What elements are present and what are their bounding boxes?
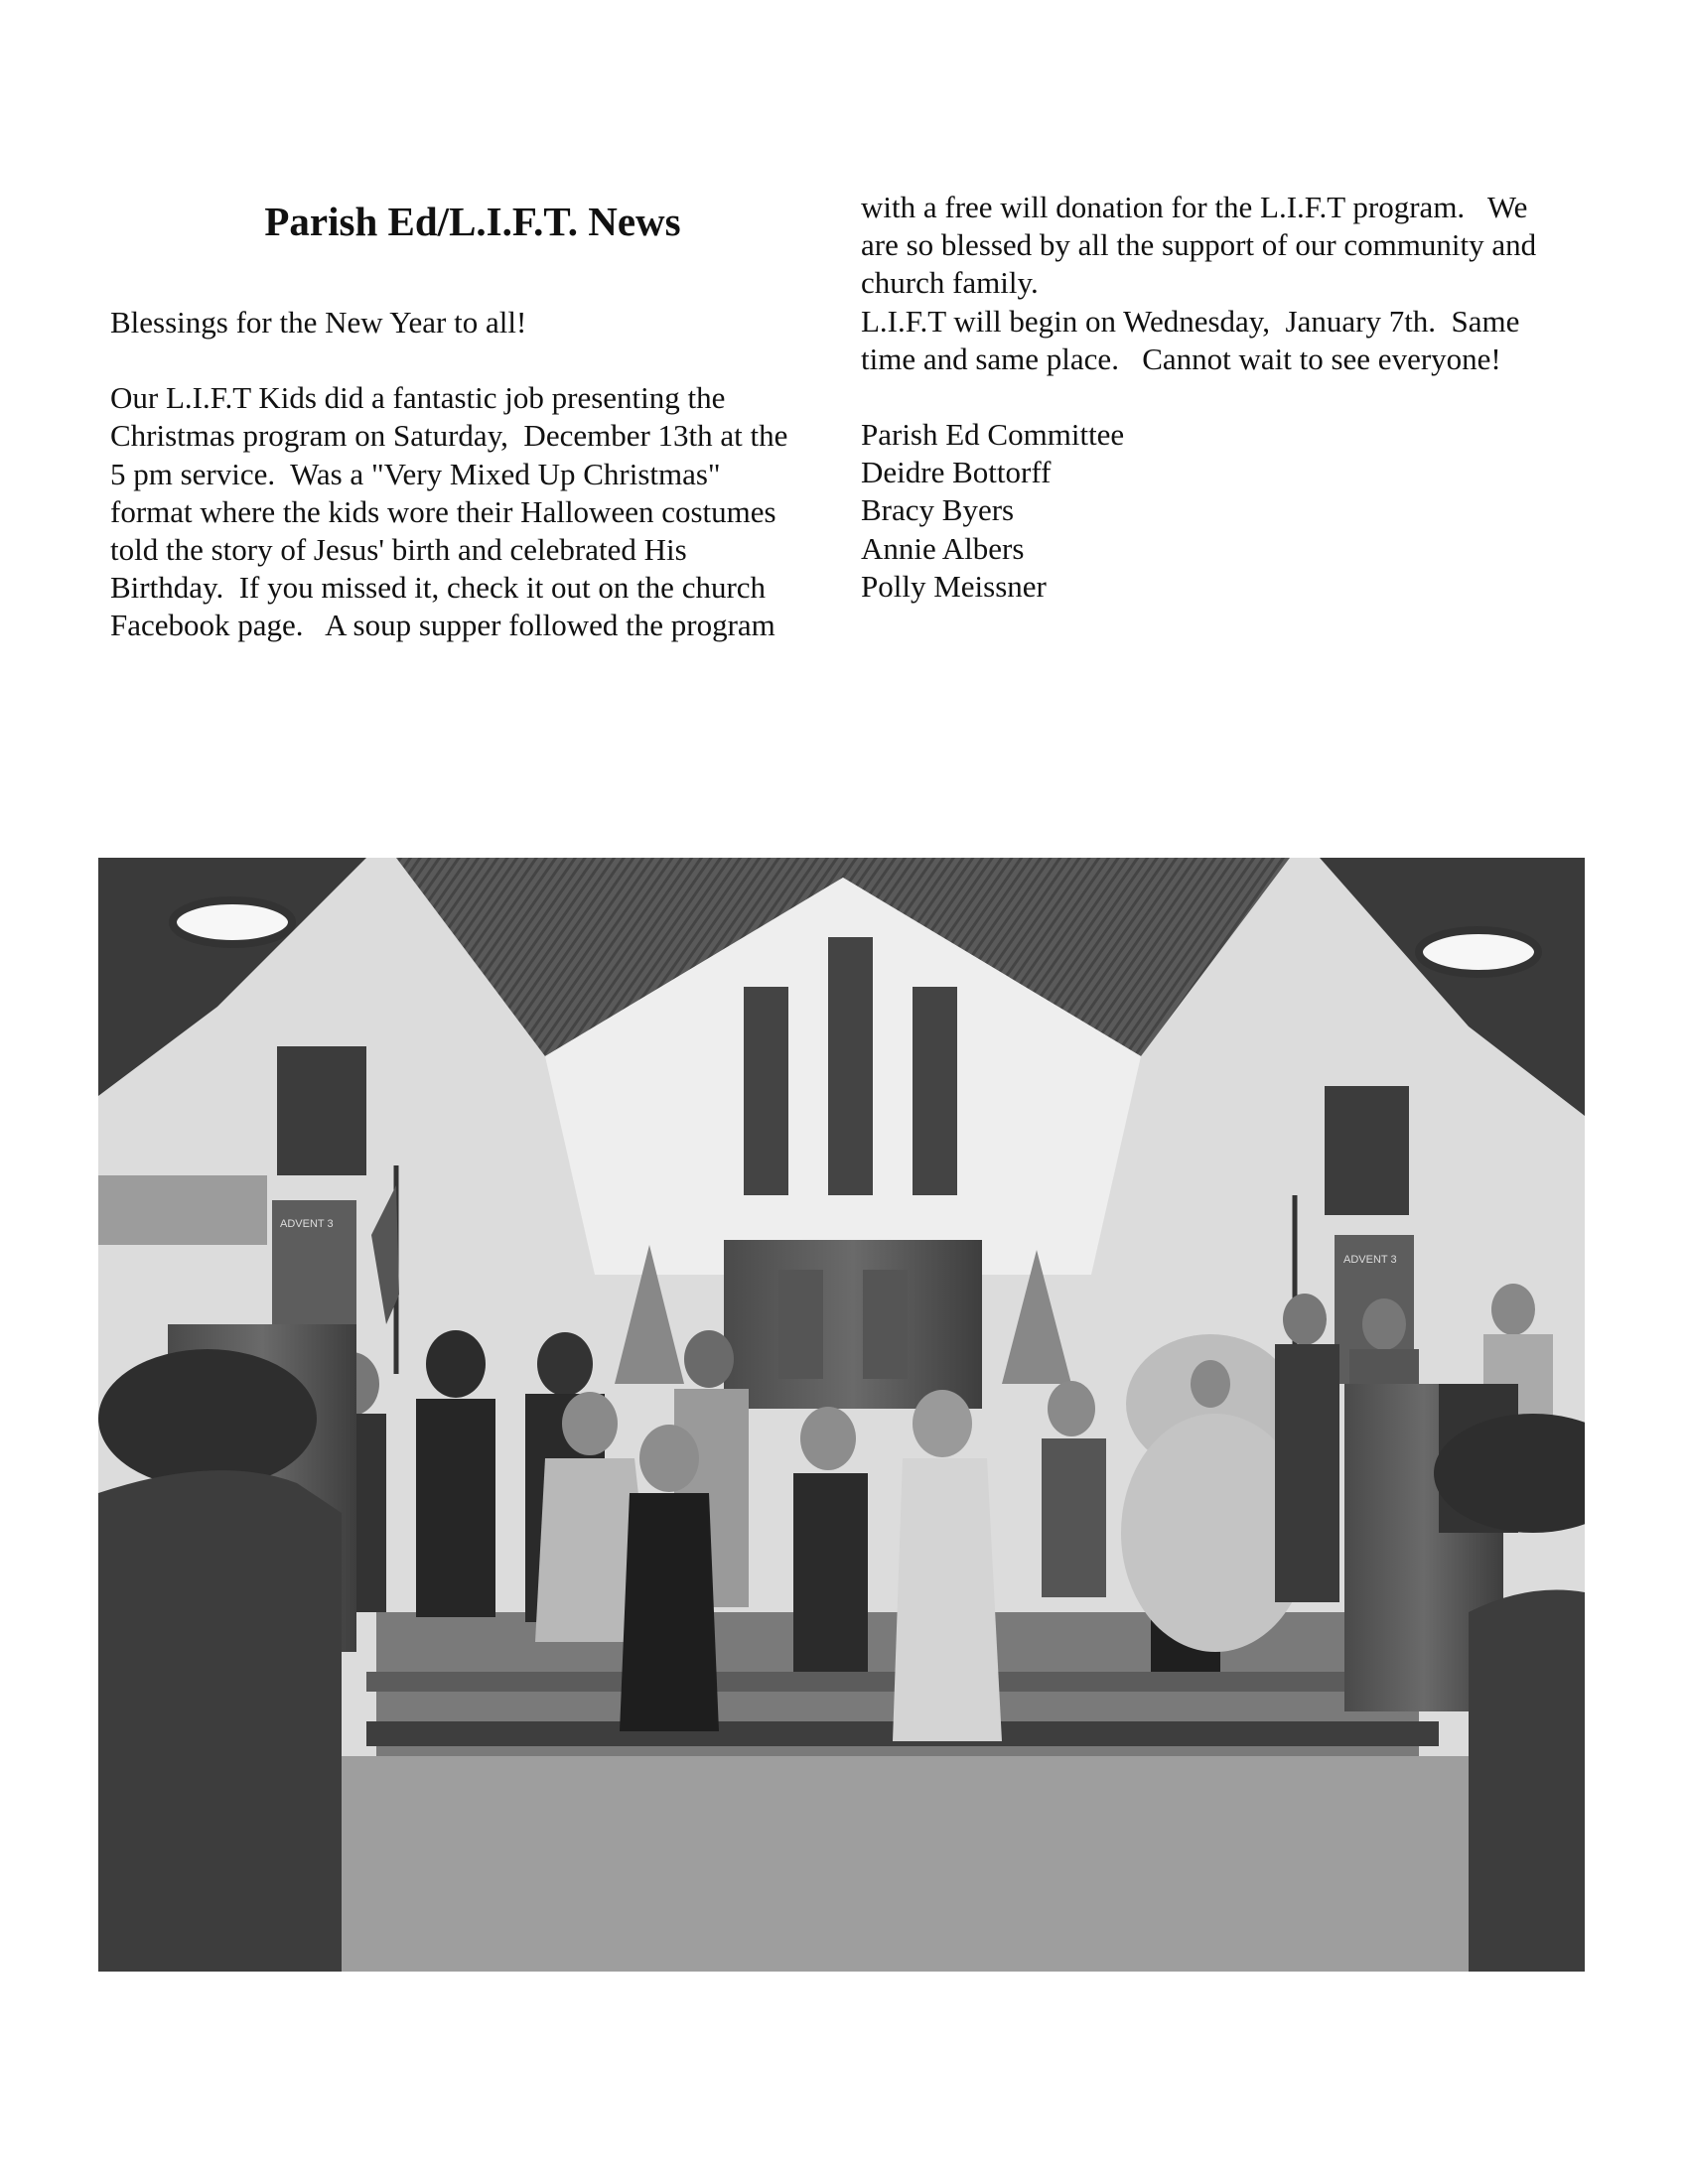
church-christmas-program-photo xyxy=(98,858,1585,1972)
right-column xyxy=(861,189,1596,606)
board-label: ADVENT 3 xyxy=(280,1218,334,1230)
vent xyxy=(277,1046,366,1175)
vent xyxy=(1325,1086,1409,1215)
window xyxy=(913,987,957,1195)
signature-name: Polly Meissner xyxy=(861,568,1047,604)
altar xyxy=(724,1240,982,1409)
article-title: Parish Ed/L.I.F.T. News xyxy=(264,199,681,244)
pew-end xyxy=(98,1470,342,1972)
body-line: are so blessed by all the support of our community and xyxy=(861,227,1537,263)
body-left xyxy=(110,379,845,644)
body-line: Facebook page. A soup supper followed the program xyxy=(110,608,775,643)
body-line: with a free will donation for the L.I.F.T program. We xyxy=(861,190,1528,224)
body-line: Christmas program on Saturday, December 13th at the xyxy=(110,418,788,454)
window xyxy=(828,937,873,1195)
ceiling-light xyxy=(1419,930,1538,974)
ceiling-light xyxy=(173,900,292,944)
signature-name: Bracy Byers xyxy=(861,492,1015,528)
body-line: L.I.F.T will begin on Wednesday, January 7th. Same xyxy=(861,303,1520,339)
left-column xyxy=(110,189,845,645)
body-line: 5 pm service. Was a "Very Mixed Up Christmas" xyxy=(110,456,721,491)
signature-name: Annie Albers xyxy=(861,530,1025,566)
window xyxy=(744,987,788,1195)
body-line: Our L.I.F.T Kids did a fantastic job presenting the xyxy=(110,380,726,416)
body-line: Birthday. If you missed it, check it out on the church xyxy=(110,570,767,606)
signature-name: Deidre Bottorff xyxy=(861,455,1052,490)
body-line: church family. xyxy=(861,265,1039,301)
signature-block xyxy=(861,416,1596,606)
body-line: time and same place. Cannot wait to see everyone! xyxy=(861,341,1501,376)
poinsettia xyxy=(98,1349,317,1488)
greeting: Blessings for the New Year to all! xyxy=(110,305,527,340)
pew-end xyxy=(1469,1590,1585,1973)
board-label: ADVENT 3 xyxy=(1343,1254,1397,1266)
body-right xyxy=(861,189,1596,378)
body-line: format where the kids wore their Halloween costumes xyxy=(110,493,776,529)
signature-heading: Parish Ed Committee xyxy=(861,417,1125,453)
body-line: told the story of Jesus' birth and celebrated His xyxy=(110,532,687,568)
